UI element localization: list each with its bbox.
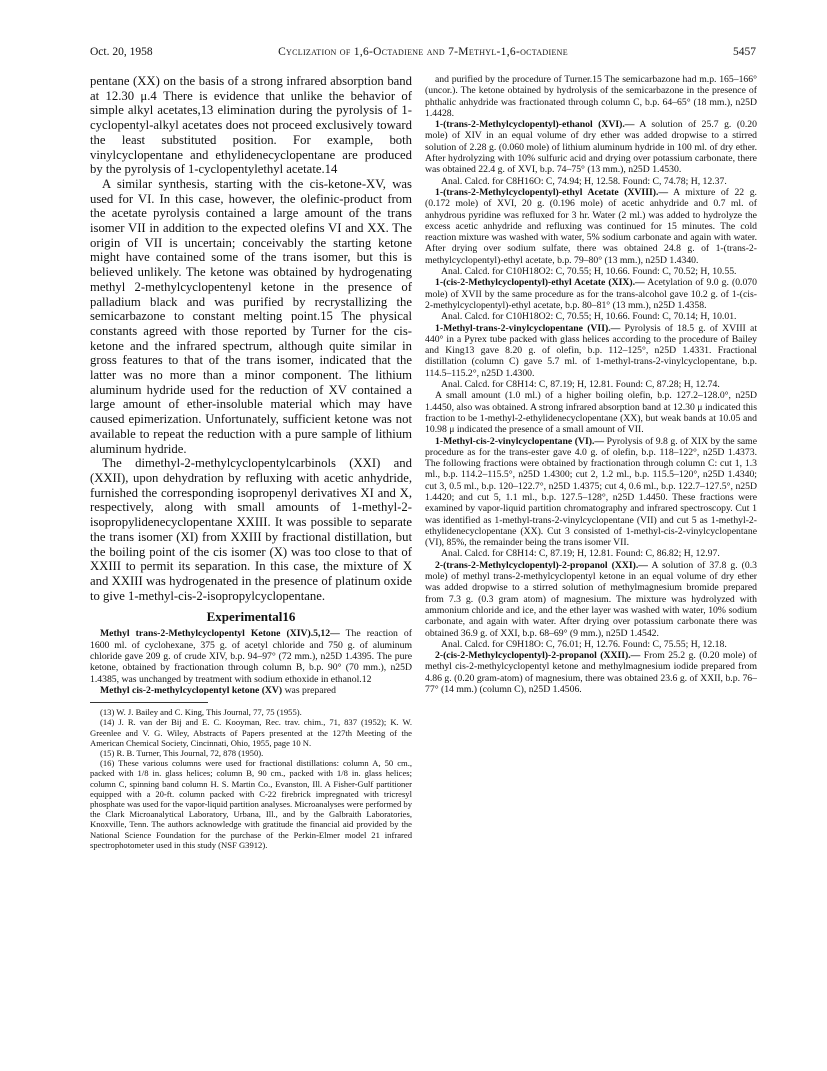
page-header: [90, 46, 756, 62]
analysis-line: Anal. Calcd. for C10H18O2: C, 70.55; H, 10.66. Found: C, 70.14; H, 10.01.: [441, 311, 737, 323]
experimental-paragraph: [425, 74, 757, 119]
experimental-paragraph: [425, 323, 757, 379]
experimental-text: and purified by the procedure of Turner.15 The semicarbazone had m.p. 165–166° (uncor.). The ketone obtained by hydrolysis of the semicarbazone in the presence of phthalic anhydride was fractionated through column C, b.p. 64–65° (18 mm.), n25D 1.4428.: [425, 74, 757, 119]
analysis-line: Anal. Calcd. for C10H18O2: C, 70.55; H, 10.66. Found: C, 70.52; H, 10.55.: [441, 266, 737, 278]
experimental-paragraph: [425, 390, 757, 435]
footnote-divider: [90, 702, 208, 703]
compound-heading: 1-Methyl-trans-2-vinylcyclopentane (VII).—: [435, 322, 621, 334]
experimental-text: A mixture of 22 g. (0.172 mole) of XVI, 20 g. (0.196 mole) of acetic anhydride and 0.7 ml. of anhydrous pyridine was refluxed for 3 hr. Water (2 ml.) was added to hydrolyze the excess acetic anhydride and refluxing was continued for 15 minutes. The cold reaction mixture was washed with water, 5% sodium carbonate and again with water. After drying over sodium sulfate, there was obtained 24.8 g. of 1-(trans-2-methylcyclopentyl)-ethyl acetate, b.p. 79–80° (13 mm.), n25D 1.4340.: [425, 186, 757, 266]
compound-heading: Methyl trans-2-Methylcyclopentyl Ketone (XIV).5,12—: [100, 628, 340, 640]
compound-heading: 2-(trans-2-Methylcyclopentyl)-2-propanol (XXI).—: [435, 559, 648, 571]
compound-heading: 1-(trans-2-Methylcyclopentyl)-ethanol (XVI).—: [435, 119, 635, 131]
body-paragraph: A similar synthesis, starting with the cis-ketone-XV, was used for VI. In this case, however, the olefinic-product from the acetate pyrolysis contained a large amount of the trans isomer VII in addition to the expected olefins VI and XX. The origin of VII is uncertain; conceivably the starting ketone might have contained some of the trans isomer, but this is believed unlikely. The ketone was obtained by hydrogenating methyl 2-methylcyclopentenyl ketone in the presence of palladium black and was purified by recrystallizing the semicarbazone to constant melting point.15 The physical constants agreed with those reported by Turner for the cis-ketone and the infrared spectrum, although quite similar in gross features to that of the trans isomer, indicated that the latter was no more than a minor component. The lithium aluminum hydride used for the reduction of XV contained a large amount of ether-insoluble material which may have caused epimerization. Unfortunately, sufficient ketone was not available to repeat the reduction with a pure sample of lithium aluminum hydride.: [90, 176, 412, 456]
analysis-line: Anal. Calcd. for C8H14: C, 87.19; H, 12.81. Found: C, 87.28; H, 12.74.: [441, 379, 720, 391]
compound-heading: 1-(cis-2-Methylcyclopentyl)-ethyl Acetate (XIX).—: [435, 277, 645, 289]
left-column: [90, 74, 412, 1004]
page-number: 5457: [733, 46, 756, 58]
experimental-text: From 25.2 g. (0.20 mole) of methyl cis-2-methylcyclopentyl ketone and methylmagnesium iodide prepared from 4.86 g. (0.20 gram-atom) of magnesium, there was obtained 23.6 g. of XXII, b.p. 76–77° (14 mm.) (column C), n25D 1.4506.: [425, 650, 757, 696]
experimental-text: A solution of 25.7 g. (0.20 mole) of XIV in an equal volume of dry ether was added dropwise to a stirred solution of 2.28 g. (0.060 mole) of lithium aluminum hydride in 100 ml. of dry ether. After hydrolyzing with 10% sulfuric acid and drying over potassium carbonate, there was obtained 22.4 g. of XVI, b.p. 74–75° (13 mm.), n25D 1.4530.: [425, 119, 757, 176]
compound-heading: 1-(trans-2-Methylcyclopentyl)-ethyl Acetate (XVIII).—: [435, 186, 669, 198]
experimental-text: A small amount (1.0 ml.) of a higher boiling olefin, b.p. 127.2–128.0°, n25D 1.4450, also was obtained. A strong infrared absorption band at 12.30 μ indicated this fraction to be 1-methyl-2-ethylidenecyclopentane (XX), but weak bands at 10.05 and 10.98 μ indicated the presence of a small amount of VII.: [425, 390, 757, 436]
experimental-paragraph: [425, 187, 757, 266]
experimental-text: was prepared: [284, 684, 336, 696]
header-title: Cyclization of 1,6-Octadiene and 7-Methyl-1,6-octadiene: [278, 46, 568, 58]
compound-heading: 2-(cis-2-Methylcyclopentyl)-2-propanol (XXII).—: [435, 650, 641, 662]
footnote: (15) R. B. Turner, This Journal, 72, 878 (1950).: [100, 747, 264, 758]
right-column: [425, 74, 757, 1004]
experimental-text: The reaction of 1600 ml. of cyclohexane, 375 g. of acetyl chloride and 750 g. of aluminum chloride gave 209 g. of crude XIV, b.p. 94–97° (72 mm.), n25D 1.4395. The pure ketone, obtained by fractionation through column B, b.p. 90° (70 mm.), n25D 1.4385, was unchanged by treatment with sodium ethoxide in ethanol.12: [90, 628, 412, 685]
experimental-text: Acetylation of 9.0 g. (0.070 mole) of XVII by the same procedure as for the trans-alcohol gave 10.2 g. of 1-(cis-2-methylcyclopentyl)-ethyl acetate, b.p. 80–81° (13 mm.), n25D 1.4358.: [425, 277, 757, 311]
footnote: (16) These various columns were used for fractional distillations: column A, 50 cm., packed with 1/8 in. glass helices; column B, 90 cm., packed with 1/8 in. glass helices; column C, spinning band column H. S. Martin Co., Evanston, Ill. A Fisher-Gulf partitioner equipped with a 20-ft. column packed with C-22 firebrick impregnated with tricresyl phosphate was used for the vapor-liquid partition analyses. Microanalyses were performed by the Clark Microanalytical Laboratory, Urbana, Ill., and by the Galbraith Laboratories, Knoxville, Tenn. The authors acknowledge with gratitude the financial aid provided by the National Science Foundation for the purchase of the Perkin-Elmer model 21 infrared spectrophotometer used in this study (NSF G3912).: [90, 758, 412, 850]
experimental-text: A solution of 37.8 g. (0.3 mole) of methyl trans-2-methylcyclopentyl ketone in an equal volume of dry ether was added dropwise to a stirred solution of methylmagnesium bromide prepared from 7.3 g. (0.3 gram atom) of magnesium. The mixture was hydrolyzed with ammonium chloride and ice, and the ether layer was washed with water, 10% sodium carbonate, and again with water. After drying over potassium carbonate there was obtained 36.9 g. of XXI, b.p. 68–69° (9 mm.), n25D 1.4542.: [425, 559, 757, 639]
experimental-paragraph: [425, 119, 757, 175]
experimental-paragraph: [90, 685, 412, 696]
experimental-text: Pyrolysis of 18.5 g. of XVIII at 440° in a Pyrex tube packed with glass helices according to the procedure of Bailey and King13 gave 8.20 g. of olefin, b.p. 112–125°, n25D 1.4331. Fractional distillation (column C) gave 5.7 ml. of 1-methyl-trans-2-vinylcyclopentane, b.p. 114.5–115.2°, n25D 1.4300.: [425, 322, 757, 379]
experimental-paragraph: [425, 436, 757, 549]
body-paragraph: The dimethyl-2-methylcyclopentylcarbinols (XXI) and (XXII), upon dehydration by refluxing with acetic anhydride, furnished the corresponding isopropenyl derivatives XI and X, respectively, along with small amounts of 1-methyl-2-isopropylidenecyclopentane XXIII. It was possible to separate the trans isomer (XI) from XXIII by fractional distillation, but the boiling point of the cis isomer (X) was too close to that of XXIII to permit its separation. In this case, the mixture of X and XXIII was hydrogenated in the presence of platinum oxide to give 1-methyl-cis-2-isopropylcyclopentane.: [90, 456, 412, 603]
header-date: Oct. 20, 1958: [90, 46, 153, 58]
section-heading-experimental: Experimental16: [206, 609, 296, 625]
footnote: (14) J. R. van der Bij and E. C. Kooyman, Rec. trav. chim., 71, 837 (1952); K. W. Greenlee and V. G. Wiley, Abstracts of Papers presented at the 127th Meeting of the American Chemical Society, Cincinnati, Ohio, 1955, page 10 N.: [90, 717, 412, 748]
experimental-text: Pyrolysis of 9.8 g. of XIX by the same procedure as for the trans-ester gave 4.0 g. of olefin, b.p. 118–122°, n25D 1.4373. The following fractions were obtained by fractionation through column C: cut 1, 1.3 ml., b.p. 114.2–115.5°, n25D 1.4300; cut 2, 1.2 ml., b.p. 115.5–120°, n25D 1.4340; cut 3, 0.5 ml., b.p. 120–122.7°, n25D 1.4375; cut 4, 0.6 ml., b.p. 122.7–127.5°, n25D 1.4420; and cut 5, 1.1 ml., b.p. 127.5–128°, n25D 1.4450. These fractions were examined by vapor-liquid partition chromatography and infrared spectroscopy. Cut 1 was identified as 1-methyl-trans-2-vinylcyclopentane (VII) and cut 5 as 1-methyl-2-ethylidenecyclopentane (XX). Cut 3 consisted of 1-methyl-cis-2-vinylcyclopentane (VI), 85%, the remainder being the trans isomer VII.: [425, 435, 757, 549]
experimental-paragraph: [90, 628, 412, 684]
experimental-paragraph: [425, 560, 757, 639]
compound-heading: 1-Methyl-cis-2-vinylcyclopentane (VI).—: [435, 435, 605, 447]
experimental-paragraph: [425, 277, 757, 311]
analysis-line: Anal. Calcd. for C8H14: C, 87.19; H, 12.81. Found: C, 86.82; H, 12.97.: [441, 548, 720, 560]
compound-heading: Methyl cis-2-methylcyclopentyl ketone (XV): [100, 684, 283, 696]
body-paragraph: pentane (XX) on the basis of a strong infrared absorption band at 12.30 μ.4 There is evidence that unlike the behavior of simple alkyl acetates,13 elimination during the pyrolysis of 1-cyclopentyl-alkyl acetates does not proceed exclusively toward the least substituted position. For example, both vinylcyclopentane and ethylidenecyclopentane are produced by the pyrolysis of 1-cyclopentylethyl acetate.14: [90, 74, 412, 177]
footnote: (13) W. J. Bailey and C. King, This Journal, 77, 75 (1955).: [100, 707, 302, 718]
analysis-line: Anal. Calcd. for C9H18O: C, 76.01; H, 12.76. Found: C, 75.55; H, 12.18.: [441, 638, 727, 650]
experimental-paragraph: [425, 650, 757, 695]
analysis-line: Anal. Calcd. for C8H16O: C, 74.94; H, 12.58. Found: C, 74.78; H, 12.37.: [441, 175, 727, 187]
